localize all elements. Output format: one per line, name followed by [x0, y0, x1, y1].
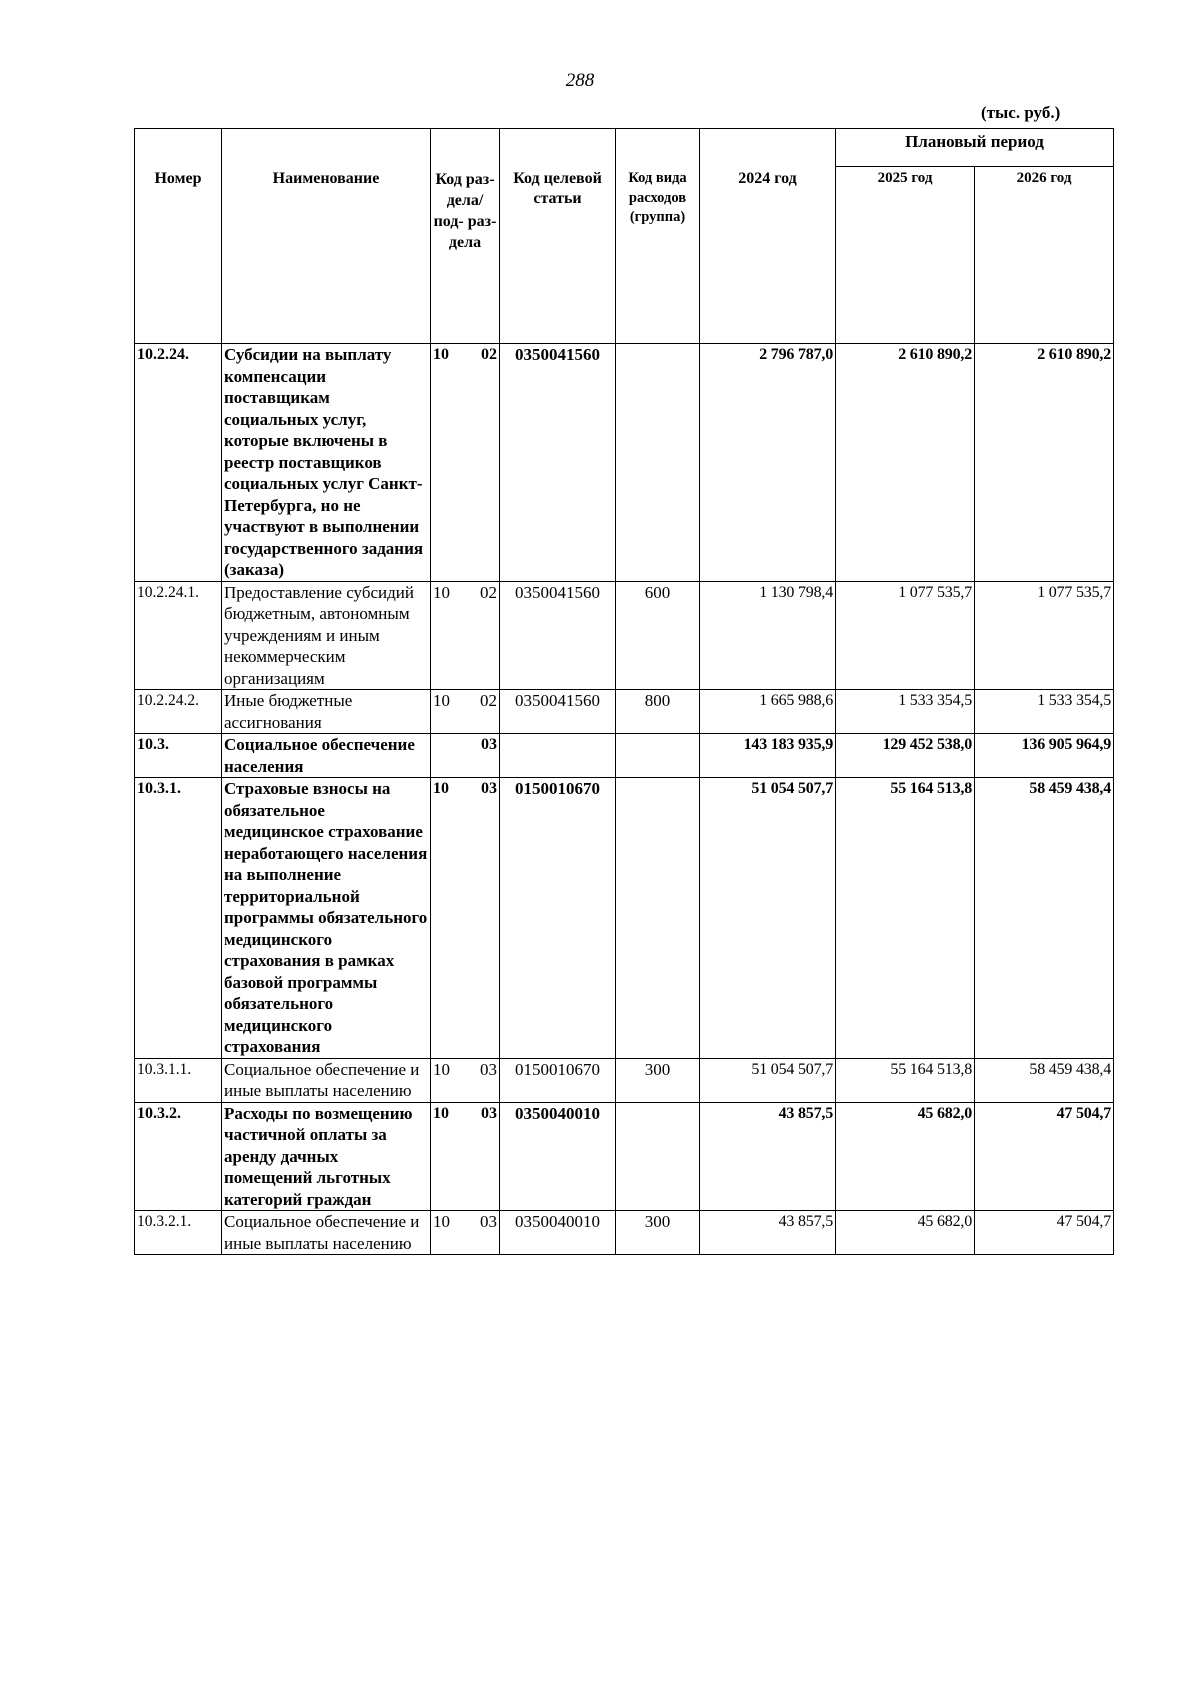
row-name: Иные бюджетные ассигнования [222, 690, 431, 734]
row-expense-type: 300 [616, 1058, 700, 1102]
table-row [135, 690, 1114, 734]
table-row [135, 1211, 1114, 1255]
row-section-code [431, 1211, 500, 1255]
header-year-2025: 2025 год [836, 167, 975, 344]
row-expense-type [616, 734, 700, 778]
row-section-code [431, 581, 500, 690]
row-number: 10.3.2.1. [135, 1211, 222, 1255]
row-subsection: 02 [481, 346, 497, 363]
row-section: 10 [433, 1059, 450, 1079]
row-section-code [431, 344, 500, 582]
row-section-code [431, 1102, 500, 1211]
row-target-code: 0350040010 [500, 1102, 616, 1211]
header-year-2024: 2024 год [700, 129, 836, 344]
row-name: Предоставление субсидий бюджетным, автономным учреждениям и иным некоммерческим организациям [222, 581, 431, 690]
row-year-2026: 58 459 438,4 [975, 778, 1114, 1059]
row-year-2026: 47 504,7 [975, 1211, 1114, 1255]
row-year-2025: 1 533 354,5 [836, 690, 975, 734]
table-row [135, 581, 1114, 690]
row-name: Социальное обеспечение и иные выплаты населению [222, 1058, 431, 1102]
row-year-2024: 1 130 798,4 [700, 581, 836, 690]
budget-table [134, 128, 1114, 1255]
table-row [135, 344, 1114, 582]
row-target-code: 0150010670 [500, 778, 616, 1059]
row-target-code: 0150010670 [500, 1058, 616, 1102]
row-number: 10.3.1.1. [135, 1058, 222, 1102]
row-name: Субсидии на выплату компенсации поставщикам социальных услуг, которые включены в реестр поставщиков социальных услуг Санкт-Петербурга, но не участвуют в выполнении государственного задания (заказа) [222, 344, 431, 582]
header-year-2026: 2026 год [975, 167, 1114, 344]
row-expense-type [616, 778, 700, 1059]
row-expense-type: 800 [616, 690, 700, 734]
row-year-2025: 2 610 890,2 [836, 344, 975, 582]
row-year-2024: 43 857,5 [700, 1102, 836, 1211]
row-year-2025: 55 164 513,8 [836, 778, 975, 1059]
table-row [135, 778, 1114, 1059]
row-expense-type [616, 344, 700, 582]
row-name: Социальное обеспечение и иные выплаты населению [222, 1211, 431, 1255]
row-number: 10.2.24. [135, 344, 222, 582]
row-year-2025: 129 452 538,0 [836, 734, 975, 778]
row-subsection: 02 [480, 691, 497, 710]
table-body [135, 344, 1114, 1255]
row-year-2024: 51 054 507,7 [700, 1058, 836, 1102]
header-planned-period: Плановый период [836, 129, 1114, 167]
row-section: 10 [433, 691, 450, 710]
row-section: 10 [433, 780, 449, 797]
row-year-2026: 58 459 438,4 [975, 1058, 1114, 1102]
row-subsection: 03 [481, 1104, 497, 1122]
row-subsection: 02 [480, 582, 497, 602]
row-subsection: 03 [480, 1059, 497, 1079]
header-expense-type-code: Код вида расходов (группа) [616, 129, 700, 344]
row-target-code: 0350041560 [500, 344, 616, 582]
header-number: Номер [135, 129, 222, 344]
row-year-2025: 45 682,0 [836, 1211, 975, 1255]
row-target-code: 0350041560 [500, 581, 616, 690]
row-target-code: 0350040010 [500, 1211, 616, 1255]
row-year-2024: 43 857,5 [700, 1211, 836, 1255]
units-label: (тыс. руб.) [981, 103, 1061, 122]
row-year-2024: 143 183 935,9 [700, 734, 836, 778]
row-year-2024: 51 054 507,7 [700, 778, 836, 1059]
row-subsection: 03 [480, 1212, 497, 1231]
row-name: Социальное обеспечение населения [222, 734, 431, 778]
row-number: 10.2.24.2. [135, 690, 222, 734]
row-target-code [500, 734, 616, 778]
row-year-2026: 2 610 890,2 [975, 344, 1114, 582]
row-year-2026: 1 533 354,5 [975, 690, 1114, 734]
row-section: 10 [433, 346, 449, 363]
row-expense-type: 300 [616, 1211, 700, 1255]
row-year-2024: 1 665 988,6 [700, 690, 836, 734]
row-expense-type [616, 1102, 700, 1211]
row-section-code [431, 690, 500, 734]
row-year-2026: 1 077 535,7 [975, 581, 1114, 690]
row-target-code: 0350041560 [500, 690, 616, 734]
table-row [135, 1102, 1114, 1211]
row-section: 10 [433, 1212, 450, 1231]
header-section-code: Код раз- дела/ под- раз- дела [431, 129, 500, 344]
table-header [135, 129, 1114, 344]
table-row [135, 1058, 1114, 1102]
row-year-2026: 136 905 964,9 [975, 734, 1114, 778]
row-expense-type: 600 [616, 581, 700, 690]
row-number: 10.2.24.1. [135, 581, 222, 690]
row-year-2026: 47 504,7 [975, 1102, 1114, 1211]
row-number: 10.3.1. [135, 778, 222, 1059]
row-section: 10 [433, 1104, 449, 1122]
header-name: Наименование [222, 129, 431, 344]
row-year-2025: 55 164 513,8 [836, 1058, 975, 1102]
row-name: Расходы по возмещению частичной оплаты за аренду дачных помещений льготных категорий граждан [222, 1102, 431, 1211]
header-target-code: Код целевой статьи [500, 129, 616, 344]
row-section-code [431, 1058, 500, 1102]
row-section-code [431, 734, 500, 778]
row-year-2024: 2 796 787,0 [700, 344, 836, 582]
row-subsection: 03 [481, 780, 497, 797]
row-year-2025: 45 682,0 [836, 1102, 975, 1211]
row-section: 10 [433, 582, 450, 602]
row-subsection: 03 [481, 736, 497, 753]
row-name: Страховые взносы на обязательное медицинское страхование неработающего населения на выполнение территориальной программы обязательного медицинского страхования в рамках базовой программы обязательного медицинского страхования [222, 778, 431, 1059]
row-number: 10.3.2. [135, 1102, 222, 1211]
row-section-code [431, 778, 500, 1059]
row-number: 10.3. [135, 734, 222, 778]
table-row [135, 734, 1114, 778]
page-number: 288 [565, 70, 595, 91]
row-year-2025: 1 077 535,7 [836, 581, 975, 690]
